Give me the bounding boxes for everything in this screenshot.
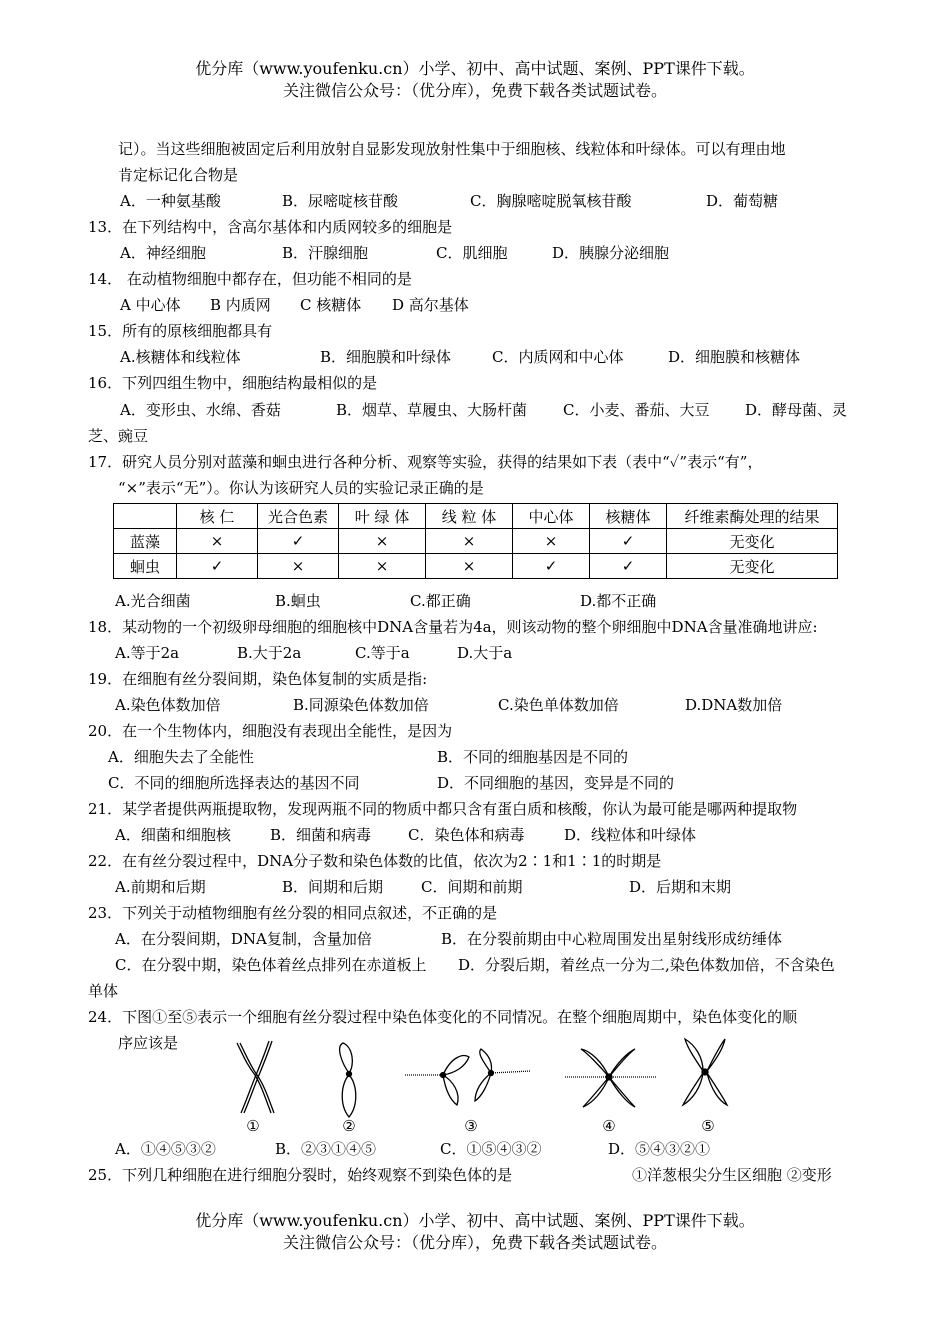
q13-option-b: B．汗腺细胞 <box>282 244 369 262</box>
q17-option-d: D.都不正确 <box>580 592 657 610</box>
figure-label-2: ② <box>342 1117 356 1135</box>
q24-option-c: C．①⑤④③② <box>440 1140 542 1158</box>
table-cell: × <box>513 529 590 554</box>
chromosome-figure <box>225 1035 745 1135</box>
q14-option-c: C 核糖体 <box>300 296 362 314</box>
table-cell: 无变化 <box>667 554 838 579</box>
q19-option-b: B.同源染色体数加倍 <box>293 696 429 714</box>
q20-stem: 20．在一个生物体内，细胞没有表现出全能性，是因为 <box>88 722 453 740</box>
q18-option-a: A.等于2a <box>115 644 180 662</box>
table-cell: ✓ <box>590 529 667 554</box>
result-table <box>113 503 838 579</box>
q14-option-b: B 内质网 <box>210 296 271 314</box>
q12-option-b: B．尿嘧啶核苷酸 <box>282 192 399 210</box>
q16-option-a: A．变形虫、水绵、香菇 <box>120 401 281 419</box>
page-header <box>0 58 950 102</box>
q23-option-c: C．在分裂中期，染色体着丝点排列在赤道板上 <box>115 956 427 974</box>
table-header-row <box>114 504 838 529</box>
q12-cont-1: 记）。当这些细胞被固定后利用放射自显影发现放射性集中于细胞核、线粒体和叶绿体。可以有理由地 <box>118 140 786 158</box>
q12-option-c: C．胸腺嘧啶脱氧核苷酸 <box>470 192 632 210</box>
header-line-2: 关注微信公众号：（优分库），免费下载各类试题试卷。 <box>282 81 667 100</box>
q22-option-b: B．间期和后期 <box>282 878 384 896</box>
table-cell: 无变化 <box>667 529 838 554</box>
table-cell: × <box>339 554 426 579</box>
q19-option-a: A.染色体数加倍 <box>115 696 221 714</box>
q22-option-d: D．后期和末期 <box>629 878 732 896</box>
q15-option-d: D．细胞膜和核糖体 <box>668 348 801 366</box>
footer-line-2: 关注微信公众号：（优分库），免费下载各类试题试卷。 <box>282 1233 667 1252</box>
q24-option-a: A．①④⑤③② <box>115 1140 216 1158</box>
q13-option-c: C．肌细胞 <box>436 244 508 262</box>
q13-option-d: D．胰腺分泌细胞 <box>552 244 670 262</box>
q17-stem-1: 17．研究人员分别对蓝藻和蛔虫进行各种分析、观察等实验，获得的结果如下表（表中“✓”表示“有”， <box>88 453 763 471</box>
q17-option-a: A.光合细菌 <box>115 592 191 610</box>
q23-option-d: D．分裂后期，着丝点一分为二,染色体数加倍，不含染色 <box>458 956 835 974</box>
q15-option-a: A.核糖体和线粒体 <box>120 348 241 366</box>
table-cell: 蓝藻 <box>114 529 177 554</box>
q15-stem: 15．所有的原核细胞都具有 <box>88 322 273 340</box>
q15-option-c: C．内质网和中心体 <box>492 348 624 366</box>
table-header-cell: 核糖体 <box>590 504 667 529</box>
table-cell: 蛔虫 <box>114 554 177 579</box>
q20-option-b: B．不同的细胞基因是不同的 <box>437 748 629 766</box>
q18-option-c: C.等于a <box>355 644 410 662</box>
q13-option-a: A．神经细胞 <box>120 244 206 262</box>
q18-option-d: D.大于a <box>457 644 513 662</box>
figure-label-4: ④ <box>602 1117 616 1135</box>
q21-option-b: B．细菌和病毒 <box>270 826 372 844</box>
q23-option-b: B．在分裂前期由中心粒周围发出星射线形成纺缍体 <box>441 930 783 948</box>
figure-label-3: ③ <box>464 1117 478 1135</box>
q21-stem: 21．某学者提供两瓶提取物，发现两瓶不同的物质中都只含有蛋白质和核酸，你认为最可能是哪两种提取物 <box>88 800 798 818</box>
q24-stem-2: 序应该是 <box>118 1034 179 1052</box>
q24-option-b: B．②③①④⑤ <box>275 1140 377 1158</box>
q20-option-a: A．细胞失去了全能性 <box>108 748 254 766</box>
q14-option-a: A 中心体 <box>120 296 181 314</box>
figure-label-1: ① <box>246 1117 260 1135</box>
q25-tail: ①洋葱根尖分生区细胞 ②变形 <box>632 1166 832 1184</box>
q21-option-d: D．线粒体和叶绿体 <box>564 826 697 844</box>
q17-stem-2: “×”表示“无”）。你认为该研究人员的实验记录正确的是 <box>118 479 484 497</box>
table-cell: × <box>426 554 513 579</box>
table-header-cell <box>114 504 177 529</box>
q18-stem: 18．某动物的一个初级卵母细胞的细胞核中DNA含量若为4a，则该动物的整个卵细胞中DNA含量准确地讲应: <box>88 618 818 636</box>
q20-option-c: C．不同的细胞所选择表达的基因不同 <box>108 774 360 792</box>
q18-option-b: B.大于2a <box>237 644 302 662</box>
q14-option-d: D 高尔基体 <box>392 296 469 314</box>
footer-line-1: 优分库（www.youfenku.cn）小学、初中、高中试题、案例、PPT课件下载。 <box>195 1211 755 1230</box>
page-footer <box>0 1210 950 1254</box>
q15-option-b: B．细胞膜和叶绿体 <box>320 348 452 366</box>
q19-option-c: C.染色单体数加倍 <box>498 696 619 714</box>
table-cell: ✓ <box>177 554 258 579</box>
q12-option-d: D．葡萄糖 <box>706 192 779 210</box>
q12-cont-2: 肯定标记化合物是 <box>118 166 239 184</box>
chromosome-4-drawing <box>565 1049 657 1107</box>
q16-wrap: 芝、豌豆 <box>88 427 149 445</box>
table-header-cell: 中心体 <box>513 504 590 529</box>
q24-stem-1: 24．下图①至⑤表示一个细胞有丝分裂过程中染色体变化的不同情况。在整个细胞周期中，染色体变化的顺 <box>88 1008 798 1026</box>
table-cell: ✓ <box>513 554 590 579</box>
q19-option-d: D.DNA数加倍 <box>685 696 783 714</box>
q23-stem: 23．下列关于动植物细胞有丝分裂的相同点叙述，不正确的是 <box>88 904 498 922</box>
table-row <box>114 529 838 554</box>
q17-option-c: C.都正确 <box>410 592 471 610</box>
table-cell: × <box>426 529 513 554</box>
table-row <box>114 554 838 579</box>
table-header-cell: 线 粒 体 <box>426 504 513 529</box>
q20-option-d: D．不同细胞的基因，变异是不同的 <box>437 774 675 792</box>
q22-option-a: A.前期和后期 <box>115 878 206 896</box>
table-cell: × <box>258 554 339 579</box>
q23-option-a: A．在分裂间期，DNA复制，含量加倍 <box>115 930 372 948</box>
q25-stem: 25．下列几种细胞在进行细胞分裂时，始终观察不到染色体的是 <box>88 1166 513 1184</box>
q16-option-c: C．小麦、番茄、大豆 <box>563 401 710 419</box>
table-header-cell: 光合色素 <box>258 504 339 529</box>
table-cell: × <box>339 529 426 554</box>
q17-option-b: B.蛔虫 <box>275 592 321 610</box>
q23-wrap: 单体 <box>88 982 119 1000</box>
q16-stem: 16．下列四组生物中，细胞结构最相似的是 <box>88 374 378 392</box>
q22-option-c: C．间期和前期 <box>421 878 523 896</box>
q19-stem: 19．在细胞有丝分裂间期，染色体复制的实质是指: <box>88 670 428 688</box>
table-cell: ✓ <box>258 529 339 554</box>
figure-label-5: ⑤ <box>701 1117 715 1135</box>
table-cell: ✓ <box>590 554 667 579</box>
q16-option-d: D．酵母菌、灵 <box>745 401 848 419</box>
q21-option-c: C．染色体和病毒 <box>408 826 525 844</box>
q22-stem: 22．在有丝分裂过程中，DNA分子数和染色体数的比值，依次为2∶1和1∶1的时期是 <box>88 852 662 870</box>
table-header-cell: 叶 绿 体 <box>339 504 426 529</box>
table-header-cell: 纤维素酶处理的结果 <box>667 504 838 529</box>
header-line-1: 优分库（www.youfenku.cn）小学、初中、高中试题、案例、PPT课件下载。 <box>195 59 755 78</box>
table-header-cell: 核 仁 <box>177 504 258 529</box>
q24-option-d: D．⑤④③②① <box>608 1140 711 1158</box>
q16-option-b: B．烟草、草履虫、大肠杆菌 <box>336 401 528 419</box>
chromosome-1-drawing <box>237 1041 274 1113</box>
chromosome-5-drawing <box>683 1039 727 1105</box>
q13-stem: 13．在下列结构中，含高尔基体和内质网较多的细胞是 <box>88 218 453 236</box>
q14-stem: 14． 在动植物细胞中都存在，但功能不相同的是 <box>88 270 412 288</box>
q21-option-a: A．细菌和细胞核 <box>115 826 231 844</box>
chromosome-2-drawing <box>340 1043 356 1117</box>
q12-option-a: A．一种氨基酸 <box>120 192 221 210</box>
chromosome-3-drawing <box>405 1049 531 1105</box>
table-cell: × <box>177 529 258 554</box>
